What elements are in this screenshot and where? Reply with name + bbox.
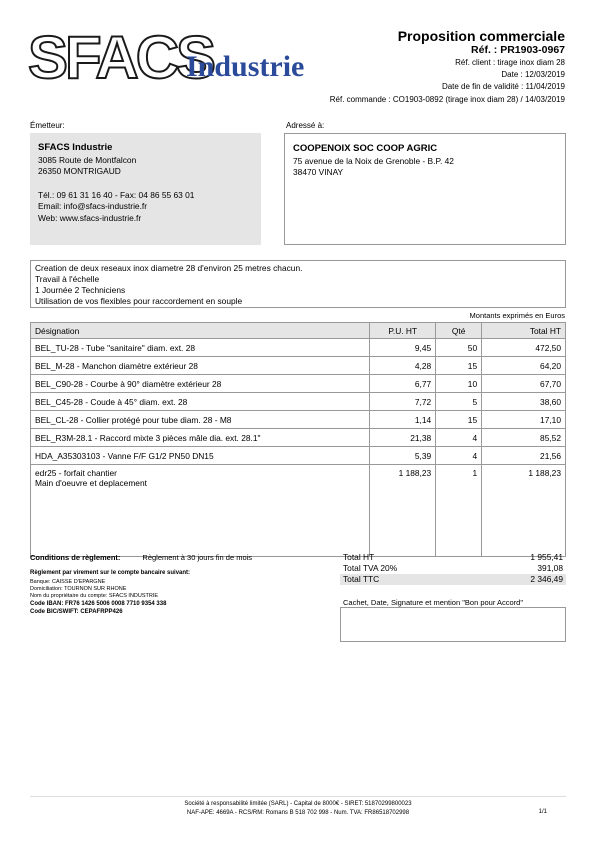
column-header-unit-price: P.U. HT [370, 323, 436, 339]
validity-date: Date de fin de validité : 11/04/2019 [441, 82, 565, 91]
designation-text: edr25 - forfait chantier [35, 468, 117, 478]
unit-price-cell: 4,28 [370, 357, 436, 375]
column-header-designation: Désignation [31, 323, 370, 339]
total-ht-row [340, 552, 566, 563]
footer-divider [30, 796, 566, 797]
logo-main-text: SFACS [28, 24, 214, 91]
unit-price-cell: 5,39 [370, 447, 436, 465]
footer-legal-line1: Société à responsabilité limitée (SARL) - Capital de 8000€ - SIRET: 51870299800023 [184, 801, 412, 807]
total-ht-value: 1 955,41 [530, 552, 563, 562]
qty-cell: 5 [436, 393, 482, 411]
unit-price-cell: 1,14 [370, 411, 436, 429]
items-table [30, 322, 566, 557]
footer [30, 800, 566, 818]
table-row [31, 447, 566, 465]
total-cell: 1 188,23 [482, 465, 566, 557]
currency-note: Montants exprimés en Euros [469, 311, 565, 320]
table-row [31, 375, 566, 393]
table-row [31, 357, 566, 375]
unit-price-cell: 9,45 [370, 339, 436, 357]
total-cell: 67,70 [482, 375, 566, 393]
transfer-label: Règlement par virement sur le compte bancaire suivant: [30, 570, 191, 576]
addressee-address2: 38470 VINAY [293, 167, 344, 177]
column-header-total: Total HT [482, 323, 566, 339]
total-ttc-value: 2 346,49 [530, 574, 563, 584]
total-tva-label: Total TVA 20% [343, 563, 398, 573]
addressee-name: COOPENOIX SOC COOP AGRIC [293, 143, 438, 154]
emitter-box [30, 133, 261, 245]
table-row [31, 465, 566, 557]
addressee-label: Adressé à: [286, 121, 325, 130]
emitter-web: Web: www.sfacs-industrie.fr [38, 212, 142, 223]
designation-cell: HDA_A35303103 - Vanne F/F G1/2 PN50 DN15 [31, 447, 370, 465]
qty-cell: 4 [436, 447, 482, 465]
document-date: Date : 12/03/2019 [501, 70, 565, 79]
bank-name: Banque: CAISSE D'EPARGNE [30, 579, 106, 585]
column-header-qty: Qté [436, 323, 482, 339]
conditions-label: Conditions de règlement: [30, 553, 121, 562]
description-line: 1 Journée 2 Techniciens [35, 285, 126, 295]
description-line: Creation de deux reseaux inox diametre 28 d'environ 25 metres chacun. [35, 263, 303, 273]
page-number: 1/1 [538, 809, 547, 815]
qty-cell: 15 [436, 357, 482, 375]
logo-sub-text: Industrie [186, 50, 305, 83]
qty-cell: 15 [436, 411, 482, 429]
emitter-phone: Tél.: 09 61 31 16 40 - Fax: 04 86 55 63 01 [38, 189, 195, 200]
conditions-value: Règlement à 30 jours fin de mois [142, 553, 253, 562]
company-logo [28, 24, 318, 91]
emitter-name: SFACS Industrie [38, 142, 113, 153]
document-title: Proposition commerciale [397, 28, 565, 44]
total-tva-row [340, 563, 566, 574]
total-cell: 17,10 [482, 411, 566, 429]
table-row [31, 429, 566, 447]
total-cell: 64,20 [482, 357, 566, 375]
unit-price-cell: 6,77 [370, 375, 436, 393]
total-tva-value: 391,08 [537, 563, 563, 573]
addressee-address1: 75 avenue de la Noix de Grenoble - B.P. 42 [293, 155, 454, 166]
qty-cell: 50 [436, 339, 482, 357]
bic-code: Code BIC/SWIFT: CEPAFRPP426 [30, 609, 123, 615]
total-cell: 38,60 [482, 393, 566, 411]
order-reference: Réf. commande : CO1903-0892 (tirage inox diam 28) / 14/03/2019 [329, 95, 565, 104]
totals-block [340, 552, 566, 585]
total-cell: 21,56 [482, 447, 566, 465]
table-row [31, 393, 566, 411]
total-ttc-label: Total TTC [343, 574, 380, 584]
qty-cell: 10 [436, 375, 482, 393]
unit-price-cell: 7,72 [370, 393, 436, 411]
description-box [30, 260, 566, 308]
table-row [31, 411, 566, 429]
footer-legal-line2: NAF-APE: 4669A - RCS/RM: Romans B 518 702 998 - Num. TVA: FR86518702998 [186, 810, 410, 816]
designation-cell: BEL_TU-28 - Tube "sanitaire" diam. ext. 28 [31, 339, 370, 357]
signature-label: Cachet, Date, Signature et mention "Bon pour Accord" [343, 598, 524, 607]
designation-cell: BEL_CL-28 - Collier protégé pour tube diam. 28 - M8 [31, 411, 370, 429]
emitter-email: Email: info@sfacs-industrie.fr [38, 201, 148, 211]
unit-price-cell: 1 188,23 [370, 465, 436, 557]
table-row [31, 339, 566, 357]
client-reference: Réf. client : tirage inox diam 28 [455, 58, 565, 67]
designation-cell: BEL_C90-28 - Courbe à 90° diamètre extérieur 28 [31, 375, 370, 393]
total-ttc-row [340, 574, 566, 585]
emitter-address2: 26350 MONTRIGAUD [38, 166, 121, 176]
designation-cell [31, 465, 370, 557]
designation-cell: BEL_C45-28 - Coude à 45° diam. ext. 28 [31, 393, 370, 411]
total-cell: 85,52 [482, 429, 566, 447]
total-ht-label: Total HT [343, 552, 375, 562]
table-header-row [31, 323, 566, 339]
description-line: Travail à l'échelle [35, 274, 100, 284]
signature-box[interactable] [340, 607, 566, 642]
iban-code: Code IBAN: FR76 1426 5006 0008 7710 9354 338 [30, 601, 167, 607]
designation-detail: Main d'oeuvre et deplacement [35, 478, 147, 488]
emitter-address1: 3085 Route de Montfalcon [38, 154, 137, 165]
qty-cell: 4 [436, 429, 482, 447]
addressee-box [284, 133, 566, 245]
qty-cell: 1 [436, 465, 482, 557]
account-owner: Nom du propriétaire du compte: SFACS INDUSTRIE [30, 593, 159, 599]
designation-cell: BEL_M-28 - Manchon diamètre extérieur 28 [31, 357, 370, 375]
emitter-label: Émetteur: [30, 121, 65, 130]
unit-price-cell: 21,38 [370, 429, 436, 447]
total-cell: 472,50 [482, 339, 566, 357]
payment-conditions [30, 553, 252, 616]
bank-domiciliation: Domiciliation: TOURNON SUR RHONE [30, 586, 127, 592]
description-line: Utilisation de vos flexibles pour raccordement en souple [35, 296, 243, 306]
designation-cell: BEL_R3M-28.1 - Raccord mixte 3 pièces mâle dia. ext. 28.1" [31, 429, 370, 447]
document-reference: Réf. : PR1903-0967 [471, 44, 565, 56]
